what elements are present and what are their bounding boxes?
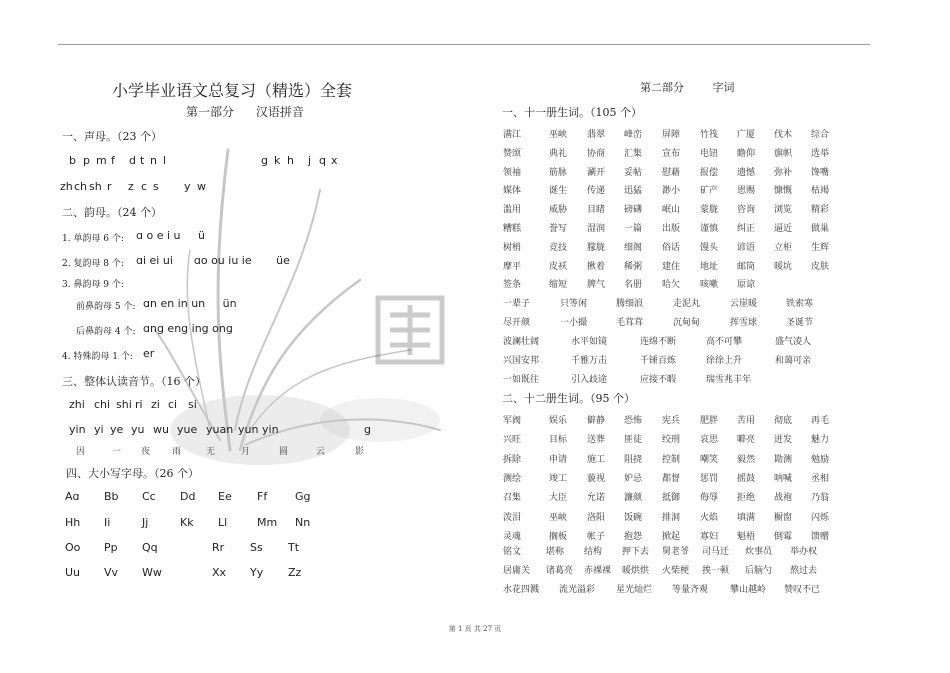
syllable-item: ri xyxy=(135,398,143,411)
shengmu-item: m xyxy=(96,154,107,167)
word-item: 满江 xyxy=(503,130,522,140)
word-item: 掀起 xyxy=(662,531,681,542)
word-item: 弥补 xyxy=(774,167,793,178)
word-item: 谨慎 xyxy=(700,224,719,234)
word-item: 排洞 xyxy=(662,512,681,523)
letter-pair: Yy xyxy=(250,566,264,579)
letter-pair: Ii xyxy=(104,516,111,529)
letter-pair: Vv xyxy=(104,566,119,579)
word-item: 典礼 xyxy=(549,148,568,159)
shengmu-item: w xyxy=(197,180,206,193)
word-item: 毅然 xyxy=(737,454,756,465)
word-item: 军阀 xyxy=(503,416,522,426)
word-item: 缩短 xyxy=(549,280,568,291)
word-item: 测绘 xyxy=(503,473,522,484)
syllable-item: si xyxy=(188,398,197,411)
word-item: 彻底 xyxy=(774,416,793,426)
word-item: 嘲笑 xyxy=(700,454,719,465)
phrase-item: 后脑勺 xyxy=(745,566,773,576)
word-item: 慰藉 xyxy=(662,167,681,178)
letter-pair: Xx xyxy=(212,566,227,579)
word-item: 广厦 xyxy=(737,130,756,140)
word-item: 选举 xyxy=(811,148,830,159)
word-item: 摩平 xyxy=(503,261,522,272)
phrase-item: 舅老爷 xyxy=(662,547,690,557)
phrase-item: 高不可攀 xyxy=(706,337,743,347)
letter-pair: Ll xyxy=(218,516,228,529)
syllable-item: g xyxy=(364,423,371,436)
word-item: 目睹 xyxy=(587,205,606,216)
phrase-item: 尽开颜 xyxy=(503,318,531,328)
word-item: 稀粥 xyxy=(624,261,643,272)
shengmu-item: j xyxy=(308,154,312,167)
word-item: 恩赐 xyxy=(737,186,756,197)
letter-pair: Zz xyxy=(288,566,302,579)
yunmu-nasal-label: 3. 鼻韵母 9 个: xyxy=(62,280,124,290)
letter-pair: Cc xyxy=(142,490,156,503)
letter-pair: Kk xyxy=(180,516,194,529)
phrase-item: 结构 xyxy=(584,547,603,557)
section-zhengti-heading: 三、整体认读音节。（16 个） xyxy=(62,375,206,388)
phrase-item: 波澜壮阔 xyxy=(503,337,540,347)
word-item: 皮袄 xyxy=(549,261,568,272)
word-item: 橱窗 xyxy=(774,512,793,523)
letter-pair: Ss xyxy=(250,541,263,554)
letter-pair: Qq xyxy=(142,541,158,554)
letter-pair: Aɑ xyxy=(65,490,80,503)
shengmu-item: h xyxy=(287,154,294,167)
word-item: 宪兵 xyxy=(662,416,681,426)
word-item: 出版 xyxy=(662,224,681,234)
word-item: 肥胖 xyxy=(700,416,719,426)
phrase-item: 司马迁 xyxy=(702,547,730,557)
word-item: 脾气 xyxy=(587,280,606,291)
phrase-item: 举办权 xyxy=(790,547,818,557)
phrase-item: 押下去 xyxy=(622,547,650,557)
word-item: 目标 xyxy=(549,435,568,446)
word-item: 呐喊 xyxy=(774,473,793,484)
phrase-item: 挥雪球 xyxy=(730,318,758,328)
phrase-item: 云崖暖 xyxy=(730,299,758,309)
word-item: 揪着 xyxy=(587,261,606,272)
shengmu-item: s xyxy=(153,180,159,193)
word-item: 大臣 xyxy=(549,493,568,504)
letter-pair: Mm xyxy=(257,516,278,529)
phrase-item: 等量齐观 xyxy=(672,585,709,595)
letter-pair: Oo xyxy=(65,541,81,554)
hanzi-item: 夜 xyxy=(141,447,151,457)
phrase-item: 千锤百炼 xyxy=(640,356,677,366)
letter-pair: Ee xyxy=(218,490,232,503)
word-item: 翡翠 xyxy=(587,130,606,140)
phrase-item: 水平如镜 xyxy=(571,337,608,347)
word-item: 做巢 xyxy=(811,224,830,234)
phrase-item: 暖烘烘 xyxy=(622,566,650,576)
word-item: 传递 xyxy=(587,186,606,197)
section-shengmu-heading: 一、声母。（23 个） xyxy=(62,130,162,143)
shengmu-item: r xyxy=(107,180,112,193)
word-item: 咨询 xyxy=(737,205,756,216)
word-item: 遗憾 xyxy=(737,167,756,178)
word-item: 摇鼓 xyxy=(737,473,756,484)
word-item: 泼泪 xyxy=(503,512,522,523)
yunmu-compound-label: 2. 复韵母 8 个: xyxy=(62,259,124,269)
yunmu-front-nasal-label: 前鼻韵母 5 个: xyxy=(76,302,136,312)
word-item: 涮开 xyxy=(587,167,606,178)
word-item: 洛阳 xyxy=(587,512,606,523)
word-item: 竞技 xyxy=(549,242,568,253)
letter-pair: Nn xyxy=(295,516,311,529)
letter-pair: Dd xyxy=(180,490,196,503)
word-item: 屏障 xyxy=(662,130,681,140)
word-item: 馋嘴 xyxy=(811,167,830,178)
yunmu-back-nasal-label: 后鼻韵母 4 个: xyxy=(76,327,136,337)
letter-pair: Uu xyxy=(65,566,81,579)
phrase-item: 兴国安邦 xyxy=(503,356,540,366)
word-item: 妒忌 xyxy=(624,473,643,484)
word-item: 岷山 xyxy=(662,205,681,216)
word-item: 浏览 xyxy=(774,205,793,216)
seal-stamp-watermark xyxy=(370,290,450,370)
phrase-item: 诸葛亮 xyxy=(546,566,574,576)
phrase-item: 一如既往 xyxy=(503,375,540,385)
syllable-item: shi xyxy=(116,398,132,411)
phrase-item: 火柴梗 xyxy=(662,566,690,576)
word-item: 抵御 xyxy=(662,493,681,504)
word-item: 领袖 xyxy=(503,167,522,178)
word-item: 宣布 xyxy=(662,148,681,159)
word-item: 都督 xyxy=(662,473,681,484)
hanzi-item: 云 xyxy=(316,447,326,457)
phrase-item: 铭文 xyxy=(503,547,522,557)
phrase-item: 流光溢彩 xyxy=(559,585,596,595)
phrase-item: 连绵不断 xyxy=(640,337,677,347)
part-two-heading: 第二部分 字词 xyxy=(640,81,735,94)
phrase-item: 和蔼可亲 xyxy=(775,356,812,366)
phrase-item: 赞叹不已 xyxy=(784,585,821,595)
phrase-item: 堪称 xyxy=(546,547,565,557)
word-item: 申请 xyxy=(549,454,568,465)
word-item: 恐怖 xyxy=(624,416,643,426)
word-item: 再毛 xyxy=(811,416,830,426)
yunmu-compound-value: ɑi ei ui ɑo ou iu ie üe xyxy=(136,254,290,267)
word-item: 施工 xyxy=(587,454,606,465)
phrase-item: 攀山越岭 xyxy=(730,585,767,595)
phrase-item: 徐徐上升 xyxy=(706,356,743,366)
word-item: 俗话 xyxy=(662,242,681,253)
word-item: 魅力 xyxy=(811,435,830,446)
word-item: 火焰 xyxy=(700,512,719,523)
shengmu-item: n xyxy=(150,154,157,167)
word-item: 倒霉 xyxy=(774,531,793,542)
word-item: 绞刑 xyxy=(662,435,681,446)
word-item: 搁板 xyxy=(549,531,568,542)
syllable-item: ci xyxy=(168,398,178,411)
syllable-item: yi xyxy=(94,423,104,436)
word-item: 精彩 xyxy=(811,205,830,216)
word-item: 哈欠 xyxy=(662,280,681,291)
shengmu-item: f xyxy=(111,154,115,167)
word-item: 寡妇 xyxy=(700,531,719,542)
phrase-item: 应接不暇 xyxy=(640,375,677,385)
phrase-item: 腾细浪 xyxy=(616,299,644,309)
word-item: 诞生 xyxy=(549,186,568,197)
shengmu-item: b xyxy=(69,154,76,167)
word-item: 滥用 xyxy=(503,205,522,216)
word-item: 惩罚 xyxy=(700,473,719,484)
phrase-item: 炊事员 xyxy=(745,547,773,557)
word-item: 拒绝 xyxy=(737,493,756,504)
word-item: 皮肤 xyxy=(811,261,830,272)
header-rule xyxy=(58,44,870,45)
word-item: 馈赠 xyxy=(811,531,830,542)
word-item: 原谅 xyxy=(737,280,756,291)
shengmu-item: c xyxy=(141,180,148,193)
syllable-item: yin xyxy=(262,423,279,436)
syllable-item: yuan xyxy=(206,423,234,436)
word-item: 生辉 xyxy=(811,242,830,253)
letter-pair: Pp xyxy=(104,541,118,554)
hanzi-item: 雨 xyxy=(172,447,182,457)
word-item: 娱乐 xyxy=(549,416,568,426)
section-yunmu-heading: 二、韵母。（24 个） xyxy=(62,206,162,219)
word-item: 咳嗽 xyxy=(700,280,719,291)
word-item: 魁梧 xyxy=(737,531,756,542)
word-item: 电钮 xyxy=(700,148,719,159)
letter-pair: Gg xyxy=(295,490,311,503)
word-item: 填满 xyxy=(737,512,756,523)
word-item: 巫峡 xyxy=(549,512,568,523)
word-item: 威胁 xyxy=(549,205,568,216)
phrase-item: 只等闲 xyxy=(560,299,588,309)
word-item: 濂颜 xyxy=(624,493,643,504)
word-item: 帐子 xyxy=(587,531,606,542)
word-item: 慷慨 xyxy=(774,186,793,197)
phrase-item: 沉甸甸 xyxy=(673,318,701,328)
word-item: 地址 xyxy=(700,261,719,272)
phrase-item: 赤裸裸 xyxy=(584,566,612,576)
letter-pair: Jj xyxy=(142,516,149,529)
word-item: 磅礴 xyxy=(624,205,643,216)
section-grade11-words-heading: 一、十一册生词。（105 个） xyxy=(502,106,642,119)
syllable-item: yin xyxy=(69,423,86,436)
word-item: 妥帖 xyxy=(624,167,643,178)
letter-pair: Ww xyxy=(142,566,162,579)
phrase-item: 盛气凌人 xyxy=(775,337,812,347)
word-item: 综合 xyxy=(811,130,830,140)
word-item: 拆除 xyxy=(503,454,522,465)
phrase-item: 熬过去 xyxy=(790,566,818,576)
yunmu-back-nasal-value: ɑng eng ing ong xyxy=(143,322,233,335)
phrase-item: 挨一顿 xyxy=(702,566,730,576)
yunmu-single-value: ɑ o e i u ü xyxy=(136,229,205,242)
phrase-item: 星光灿烂 xyxy=(616,585,653,595)
word-item: 谚语 xyxy=(737,242,756,253)
phrase-item: 圣诞节 xyxy=(786,318,814,328)
word-item: 竹筏 xyxy=(700,130,719,140)
syllable-item: wu xyxy=(153,423,169,436)
letter-pair: Rr xyxy=(212,541,225,554)
section-alphabet-heading: 四、大小写字母。（26 个） xyxy=(66,467,199,480)
word-item: 阻挠 xyxy=(624,454,643,465)
word-item: 瞻仰 xyxy=(737,148,756,159)
shengmu-item: q xyxy=(319,154,326,167)
yunmu-front-nasal-value: ɑn en in un ün xyxy=(143,297,237,310)
word-item: 渺小 xyxy=(662,186,681,197)
word-item: 汇集 xyxy=(624,148,643,159)
phrase-item: 居庸关 xyxy=(503,566,531,576)
word-item: 竣工 xyxy=(549,473,568,484)
word-item: 伐木 xyxy=(774,130,793,140)
word-item: 勉励 xyxy=(811,454,830,465)
word-item: 赞颂 xyxy=(503,148,522,159)
syllable-item: zi xyxy=(151,398,160,411)
word-item: 一篇 xyxy=(624,224,643,234)
syllable-item: yun xyxy=(238,423,259,436)
letter-pair: Tt xyxy=(288,541,300,554)
word-item: 矿产 xyxy=(700,186,719,197)
phrase-item: 瑞雪兆丰年 xyxy=(706,375,752,385)
word-item: 藐视 xyxy=(587,473,606,484)
yunmu-special-label: 4. 特殊韵母 1 个: xyxy=(62,352,133,362)
shengmu-item: t xyxy=(140,154,145,167)
word-item: 丞相 xyxy=(811,473,830,484)
word-item: 邮筒 xyxy=(737,261,756,272)
word-item: 誊写 xyxy=(549,224,568,234)
word-item: 送葬 xyxy=(587,435,606,446)
word-item: 暖坑 xyxy=(774,261,793,272)
word-item: 允诺 xyxy=(587,493,606,504)
shengmu-item: l xyxy=(163,154,167,167)
shengmu-item: sh xyxy=(89,180,102,193)
hanzi-item: 一 xyxy=(112,447,122,457)
word-item: 协商 xyxy=(587,148,606,159)
word-item: 苦用 xyxy=(737,416,756,426)
yunmu-special-value: er xyxy=(143,347,155,360)
phrase-item: 一辈子 xyxy=(503,299,531,309)
word-item: 湿润 xyxy=(587,224,606,234)
syllable-item: zhi xyxy=(69,398,85,411)
word-item: 匪徒 xyxy=(624,435,643,446)
word-item: 逼近 xyxy=(774,224,793,234)
word-item: 勘测 xyxy=(774,454,793,465)
shengmu-item: d xyxy=(129,154,136,167)
word-item: 建住 xyxy=(662,261,681,272)
syllable-item: chi xyxy=(94,398,111,411)
shengmu-item: p xyxy=(83,154,90,167)
syllable-item: yue xyxy=(177,423,198,436)
shengmu-item: x xyxy=(331,154,338,167)
word-item: 馒头 xyxy=(700,242,719,253)
shengmu-item: z xyxy=(128,180,134,193)
shengmu-item: ch xyxy=(74,180,88,193)
word-item: 闪烁 xyxy=(811,512,830,523)
phrase-item: 铁索寒 xyxy=(786,299,814,309)
hanzi-item: 月 xyxy=(241,447,251,457)
word-item: 兴旺 xyxy=(503,435,522,446)
word-item: 树梢 xyxy=(503,242,522,253)
word-item: 筋脉 xyxy=(549,167,568,178)
syllable-item: yu xyxy=(131,423,145,436)
word-item: 细阁 xyxy=(624,242,643,253)
word-item: 立柜 xyxy=(774,242,793,253)
word-item: 旗帜 xyxy=(774,148,793,159)
word-item: 乃翁 xyxy=(811,493,830,504)
letter-pair: Ff xyxy=(257,490,268,503)
hanzi-item: 因 xyxy=(76,447,86,457)
letter-pair: Hh xyxy=(65,516,81,529)
phrase-item: 水花四溅 xyxy=(503,585,540,595)
hanzi-item: 无 xyxy=(206,447,216,457)
letter-pair: Bb xyxy=(104,490,119,503)
shengmu-item: zh xyxy=(60,180,73,193)
word-item: 糟糕 xyxy=(503,224,522,234)
word-item: 报偿 xyxy=(700,167,719,178)
yunmu-single-label: 1. 单韵母 6 个: xyxy=(62,234,124,244)
word-item: 抱怨 xyxy=(624,531,643,542)
phrase-item: 毛茸茸 xyxy=(616,318,644,328)
page-title: 小学毕业语文总复习（精选）全套 xyxy=(112,81,353,100)
word-item: 名册 xyxy=(624,280,643,291)
word-item: 媒体 xyxy=(503,186,522,197)
word-item: 朦胧 xyxy=(587,242,606,253)
word-item: 噼亮 xyxy=(737,435,756,446)
hanzi-item: 影 xyxy=(355,447,365,457)
word-item: 枯竭 xyxy=(811,186,830,197)
word-item: 饭碗 xyxy=(624,512,643,523)
word-item: 控制 xyxy=(662,454,681,465)
shengmu-item: k xyxy=(274,154,281,167)
word-item: 签条 xyxy=(503,280,522,291)
phrase-item: 走泥丸 xyxy=(673,299,701,309)
shengmu-item: g xyxy=(261,154,268,167)
word-item: 纠正 xyxy=(737,224,756,234)
word-item: 战袍 xyxy=(774,493,793,504)
part-one-heading: 第一部分 汉语拼音 xyxy=(186,105,304,119)
phrase-item: 千雅万击 xyxy=(571,356,608,366)
section-grade12-words-heading: 二、十二册生词。（95 个） xyxy=(502,392,635,405)
phrase-item: 引入歧途 xyxy=(571,375,608,385)
word-item: 召集 xyxy=(503,493,522,504)
word-item: 灵魂 xyxy=(503,531,522,542)
word-item: 蒙胧 xyxy=(700,205,719,216)
page-footer: 第 1 页 共 27 页 xyxy=(448,625,502,633)
syllable-item: ye xyxy=(110,423,124,436)
word-item: 哀思 xyxy=(700,435,719,446)
shengmu-item: y xyxy=(184,180,191,193)
hanzi-item: 圆 xyxy=(279,447,289,457)
phrase-item: 一小撮 xyxy=(560,318,588,328)
word-item: 巫峡 xyxy=(549,130,568,140)
word-item: 迸发 xyxy=(774,435,793,446)
word-item: 峰峦 xyxy=(624,130,643,140)
word-item: 侮辱 xyxy=(700,493,719,504)
word-item: 僻静 xyxy=(587,416,606,426)
word-item: 迅猛 xyxy=(624,186,643,197)
